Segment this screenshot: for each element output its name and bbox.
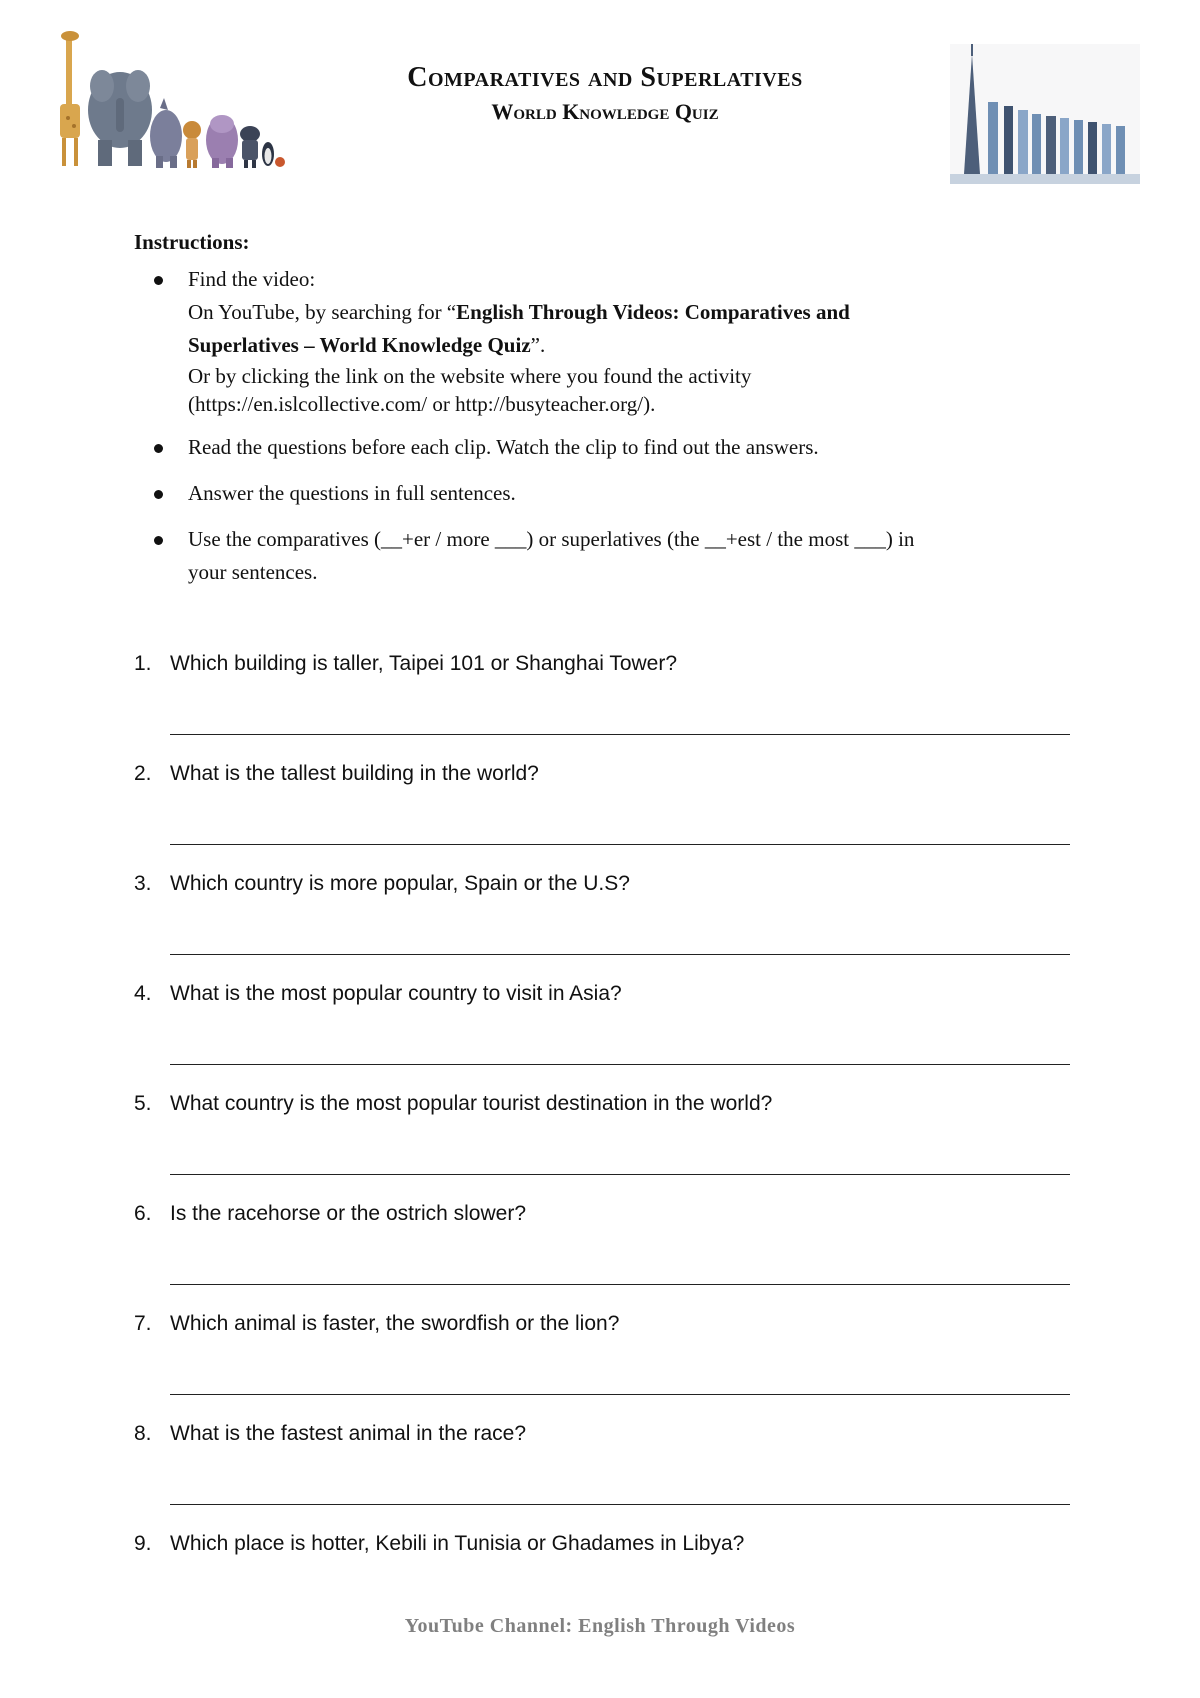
instructions-section	[134, 226, 1094, 602]
answer-line[interactable]	[170, 954, 1070, 955]
question-text: What country is the most popular tourist destination in the world?	[170, 1092, 773, 1115]
answer-line[interactable]	[170, 1064, 1070, 1065]
question-number: 6.	[134, 1202, 152, 1225]
question-number: 4.	[134, 982, 152, 1005]
rhino-figure	[150, 98, 182, 168]
question-number: 2.	[134, 762, 152, 785]
bullet-icon	[154, 536, 163, 545]
instruction-line: Use the comparatives (__+er / more ___) or superlatives (the __+est / the most ___) in	[188, 527, 915, 551]
giraffe-figure	[60, 31, 80, 166]
small-animals-figure	[262, 142, 285, 167]
question-item	[134, 1410, 1074, 1520]
question-item	[134, 640, 1074, 750]
instruction-line	[188, 329, 1094, 362]
animals-illustration	[56, 28, 286, 178]
zebra-figure	[240, 126, 260, 168]
hippo-figure	[206, 115, 238, 168]
question-item	[134, 1520, 1074, 1630]
instruction-find-video	[134, 263, 1094, 418]
question-item	[134, 860, 1074, 970]
page-subtitle: World Knowledge Quiz	[491, 99, 719, 124]
instruction-line: Read the questions before each clip. Watch the clip to find out the answers.	[188, 435, 819, 459]
questions-section	[134, 640, 1074, 1630]
website-links: (https://en.islcollective.com/ or http://busyteacher.org/).	[188, 392, 656, 416]
instruction-full-sentences	[134, 477, 1094, 510]
question-text: What is the most popular country to visit in Asia?	[170, 982, 622, 1005]
instruction-line: your sentences.	[188, 560, 318, 584]
question-number: 8.	[134, 1422, 152, 1445]
instructions-heading: Instructions:	[134, 230, 250, 254]
video-title-part2: Superlatives – World Knowledge Quiz	[188, 333, 531, 357]
title-block	[300, 60, 910, 126]
instruction-line: Find the video:	[188, 267, 316, 291]
question-text: What is the fastest animal in the race?	[170, 1422, 527, 1445]
question-item	[134, 1080, 1074, 1190]
bullet-icon	[154, 490, 163, 499]
instruction-line	[188, 296, 1094, 329]
question-text: Is the racehorse or the ostrich slower?	[170, 1202, 526, 1225]
bullet-icon	[154, 276, 163, 285]
question-text: Which place is hotter, Kebili in Tunisia or Ghadames in Libya?	[170, 1532, 745, 1555]
instruction-line: Or by clicking the link on the website where you found the activity	[188, 364, 752, 388]
page-footer: YouTube Channel: English Through Videos	[404, 1615, 796, 1637]
lion-figure	[183, 121, 201, 168]
question-text: Which animal is faster, the swordfish or the lion?	[170, 1312, 620, 1335]
question-text: Which country is more popular, Spain or the U.S?	[170, 872, 630, 895]
question-item	[134, 1190, 1074, 1300]
bullet-icon	[154, 444, 163, 453]
question-number: 3.	[134, 872, 152, 895]
instruction-use-comparatives	[134, 523, 1094, 589]
question-item	[134, 970, 1074, 1080]
answer-line[interactable]	[170, 844, 1070, 845]
answer-line[interactable]	[170, 734, 1070, 735]
question-item	[134, 750, 1074, 860]
answer-line[interactable]	[170, 1394, 1070, 1395]
instruction-text: ”.	[530, 333, 546, 357]
question-text: What is the tallest building in the world?	[170, 762, 539, 785]
instruction-text: On YouTube, by searching for “	[188, 300, 457, 324]
question-number: 1.	[134, 652, 152, 675]
question-number: 5.	[134, 1092, 152, 1115]
video-title-part1: English Through Videos: Comparatives and	[456, 300, 850, 324]
question-item	[134, 1300, 1074, 1410]
instruction-line: Answer the questions in full sentences.	[188, 481, 516, 505]
question-number: 7.	[134, 1312, 152, 1335]
answer-line[interactable]	[170, 1284, 1070, 1285]
instructions-list	[134, 263, 1094, 589]
answer-line[interactable]	[170, 1174, 1070, 1175]
elephant-figure	[88, 70, 152, 166]
question-text: Which building is taller, Taipei 101 or Shanghai Tower?	[170, 652, 678, 675]
answer-line[interactable]	[170, 1504, 1070, 1505]
question-number: 9.	[134, 1532, 152, 1555]
skyscrapers-illustration	[950, 44, 1140, 184]
page-title: Comparatives and Superlatives	[407, 62, 803, 93]
instruction-read-questions	[134, 431, 1094, 464]
